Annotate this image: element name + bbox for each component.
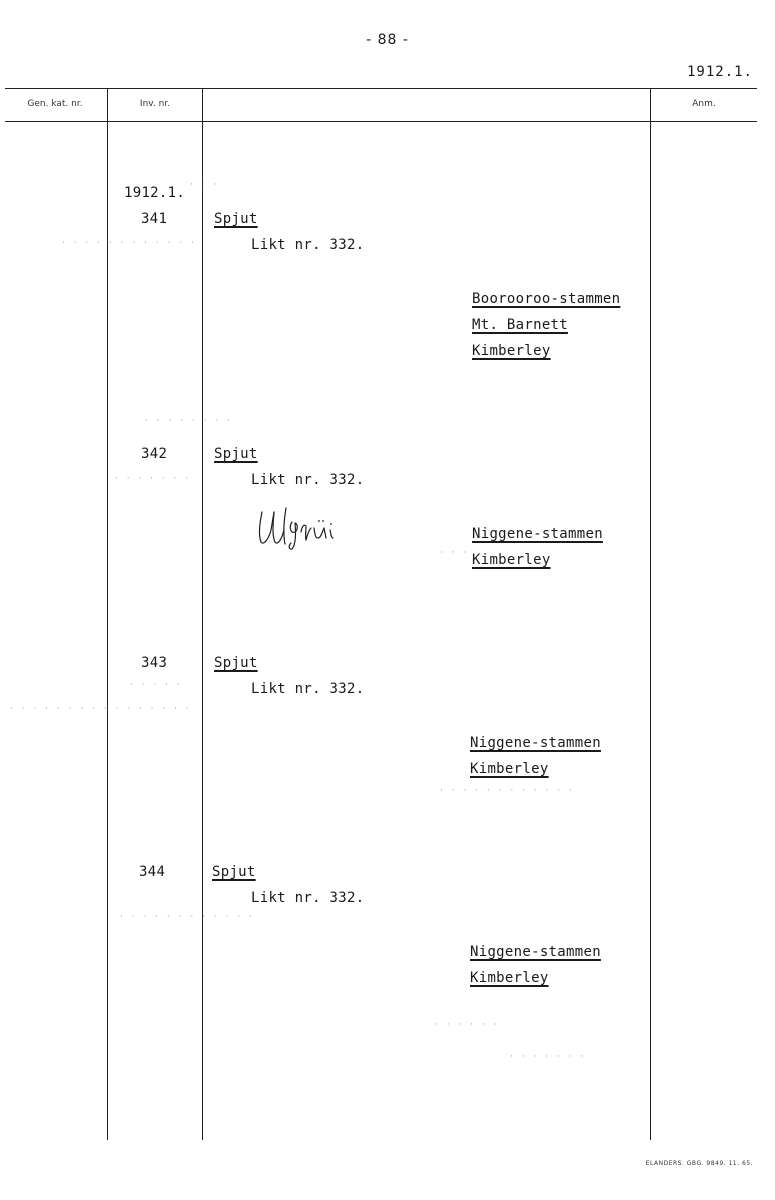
guide-dots: · · · (190, 180, 220, 190)
item-name: Spjut (214, 211, 258, 227)
provenance-line: Mt. Barnett (472, 317, 569, 333)
item-name: Spjut (214, 655, 258, 671)
page-number: - 88 - (366, 32, 409, 48)
guide-dots: · · · · · · · · (145, 416, 233, 426)
provenance-line: Kimberley (470, 970, 549, 986)
ledger-code: 1912.1. (686, 64, 753, 80)
column-divider-inv (202, 88, 203, 1140)
column-header-inv: Inv. nr. (139, 99, 171, 109)
item-note: Likt nr. 332. (251, 237, 365, 253)
column-divider-anm (650, 88, 651, 1140)
provenance-line: Niggene-stammen (470, 735, 601, 751)
item-note: Likt nr. 332. (251, 890, 365, 906)
inventory-number: 341 (141, 211, 168, 227)
guide-dots: · · · · · · · · · · · · · · · · (10, 704, 192, 714)
guide-dots: · · · · · · · (510, 1052, 587, 1062)
guide-dots: · · · · · · · (115, 474, 192, 484)
column-header-gen-kat: Gen. kat. nr. (27, 99, 83, 109)
guide-dots: · · · (440, 548, 470, 558)
inventory-number: 344 (139, 864, 166, 880)
guide-dots: · · · · · · · · · · · · (440, 786, 575, 796)
guide-dots: · · · · · (130, 680, 183, 690)
provenance-line: Kimberley (470, 761, 549, 777)
inventory-number: 342 (141, 446, 168, 462)
provenance-line: Kimberley (472, 343, 551, 359)
item-note: Likt nr. 332. (251, 472, 365, 488)
provenance-line: Niggene-stammen (470, 944, 601, 960)
provenance-line: Kimberley (472, 552, 551, 568)
item-name: Spjut (214, 446, 258, 462)
handwritten-signature (256, 504, 346, 550)
provenance-line: Niggene-stammen (472, 526, 603, 542)
printer-imprint: ELANDERS. GBG. 9849. 11. 65. (645, 1160, 753, 1167)
provenance-line: Boorooroo-stammen (472, 291, 621, 307)
guide-dots: · · · · · · · · · · · · (120, 912, 255, 922)
header-bottom-rule (5, 121, 757, 122)
guide-dots: · · · · · · (435, 1020, 500, 1030)
inventory-number: 343 (141, 655, 168, 671)
item-name: Spjut (212, 864, 256, 880)
header-top-rule (5, 88, 757, 89)
guide-dots: · · · · · · · · · · · · (62, 238, 197, 248)
column-header-anm: Anm. (692, 99, 716, 109)
item-note: Likt nr. 332. (251, 681, 365, 697)
group-code: 1912.1. (124, 185, 186, 201)
